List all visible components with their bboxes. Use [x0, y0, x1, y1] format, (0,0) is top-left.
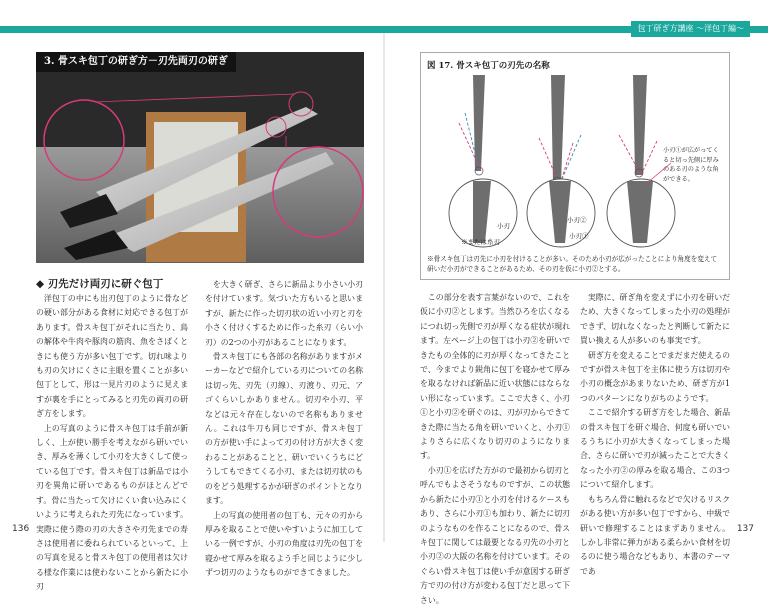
page-spine — [383, 33, 385, 542]
paragraph: 上の写真の使用者の包丁も、元々の刃から厚みを取ることで使いやすいように加工している一例ですが、小刃の角度は刃先の包丁を寝かせて厚みを取るよう手と同じように少しずつ切刃のようなものができてきました。 — [205, 510, 363, 578]
knife-photo-illustration — [36, 52, 364, 263]
paragraph: 骨スキ包丁にも各部の名称がありますがメーカーなどで紹介している刃についての名称は切っ先、刃先（刃線）、刃渡り、刃元、アゴくらいしかありません。切刃や小刃、平などは元々存在しないので名称もありません。これは牛刀も同じですが、骨スキ包丁の方が使い手によって刃の付け方が大きく変わることがあることと、研いでいくうちにどうしてもできてくる小刃、または切刃状のものをどう処理するかが研ぎのポイントとなります。 — [205, 352, 363, 506]
figure-caption: ※骨スキ包丁は刃先に小刃を付けることが多い。そのため小刃が広がったことにより角度を変えて研いだ小刃ができることがあるため、その刃を仮に小刃②とする。 — [427, 255, 718, 273]
figure-title: 図 17. 骨スキ包丁の刃先の名称 — [427, 61, 550, 71]
label-kobata-1: 小刃① — [569, 232, 589, 240]
paragraph: もちろん骨に触れるなどで欠けるリスクがある使い方が多い包丁ですから、中級で研いで修理することはまずありません。しかし非常に弾力がある柔らかい食材を切るのに使う場合などもあり、本書のテーマであ — [580, 494, 730, 576]
section-heading: ◆ 刃先だけ両刃に研ぐ包丁 — [36, 278, 164, 290]
paragraph: を大きく研ぎ、さらに新品より小さい小刃を付けています。気づいた方もいると思いますが、新たに作った切刃状の近い小刃と刃を小さく付けくするために作った糸刃（らい小刃）の2つの小刃があることになります。 — [205, 280, 363, 347]
paragraph: この部分を表す言葉がないので、これを仮に小刃②とします。当然ひろを広くなるにつれ切っ先側で刃が厚くなる症状が現れます。左ページ上の包丁は小刃②を研いできたもの全体的に刃が厚くなってきたことで、今までより鋭角に包丁を寝かせて厚みを取るなければ新品に近い状態にはならない形になっています。ここで大きく、小刃①と小刃②を研ぐのは、刃が刃からできてきた際に当たる角を研いでいくと、小刃①よりさらに広くなり切刃のようになります。 — [420, 293, 570, 461]
photo-title: 3. 骨スキ包丁の研ぎ方－刃先両刃の研ぎ — [36, 52, 236, 72]
page-number-right: 137 — [736, 524, 754, 534]
series-tag: 包丁研ぎ方講座 〜洋包丁編〜 — [631, 21, 750, 37]
paragraph: 上の写真のように骨スキ包丁は手前が新しく、上が使い勝手を考えながら研いでいき、厚みを薄くして小刃を大きくして使っている包丁です。骨スキ包丁は新品では小刃を異角に研いであるものがほとんどです。骨に当たって欠けにくい食い込みにくいように考えられた刃先になっています。実際に使う際の刃の大きさや刃先までの寿さは使用者に委ねられているといって、上の写真を見ると骨スキ包丁の使用者は欠ける様な作業には使わないことから新たに小刃 — [36, 423, 188, 592]
label-kobata: 小刃 — [497, 222, 510, 230]
paragraph: 小刃①を広げた方がので最初から切刃と呼んでもよさそうなものですが、この状態から新たに小刃①と小刃を付けるケースもあり、さらに小刃①も加わり、新たに切刃のようなものを作ることになるので、骨スキ包丁に関しては最要となる刃先の小刃と小刃②の大阪の名称を付けています。そのぐらい骨スキ包丁は使い手が意図する研ぎ方で刃の付け方が変わる包丁だと思って下さい。 — [420, 465, 570, 605]
left-column-1 — [36, 292, 188, 595]
label-kobata-alt: ※または糸刃 — [461, 238, 500, 246]
paragraph: 研ぎ方を変えることでまだまだ使えるのですが骨スキ包丁を主体に使う方は切刃や小刃の概念があまりないため、研ぎ方が1つのパターンになりがちのようです。 — [580, 350, 730, 403]
left-column-2 — [205, 278, 363, 581]
right-column-2 — [580, 291, 730, 579]
page-number-left: 136 — [12, 524, 30, 534]
paragraph: 洋包丁の中にも出刃包丁のように骨などの硬い部分がある食材に対応できる包丁があります。骨スキ包丁がそれに当たり、鳥の解体や牛肉や豚肉の筋肉、魚をさばくときにも使う方が多い包丁です。切れ味よりも刃の欠けにくさに主眼を置くことが多い包丁として、形は一見片刃のように見えますが裏を手にとってみると刃先の両刃の研ぎ方をします。 — [36, 294, 188, 419]
right-column-1 — [420, 291, 570, 608]
figure-callout: 小刃①が広がってくると切っ先側に厚みのある刃のような角ができる。 — [663, 147, 719, 183]
paragraph: ここで紹介する研ぎ方をした場合、新品の骨スキ包丁を研ぐ場合、何度も研いでいるうちに小刃が大きくなってしまった場合、さらに研いで刃が減ったことで大きくなった小刃②の厚みを取る場合、この3つについて紹介します。 — [580, 408, 730, 490]
label-kobata-2: 小刃② — [567, 216, 587, 224]
paragraph: 実際に、研ぎ角を変えずに小刃を研いだため、大きくなってしまった小刃の処理ができず、切れなくなったと判断して新たに買い換える人が多いのも事実です。 — [580, 293, 730, 346]
blade-diagram — [420, 52, 730, 280]
knife-photo — [36, 52, 364, 263]
